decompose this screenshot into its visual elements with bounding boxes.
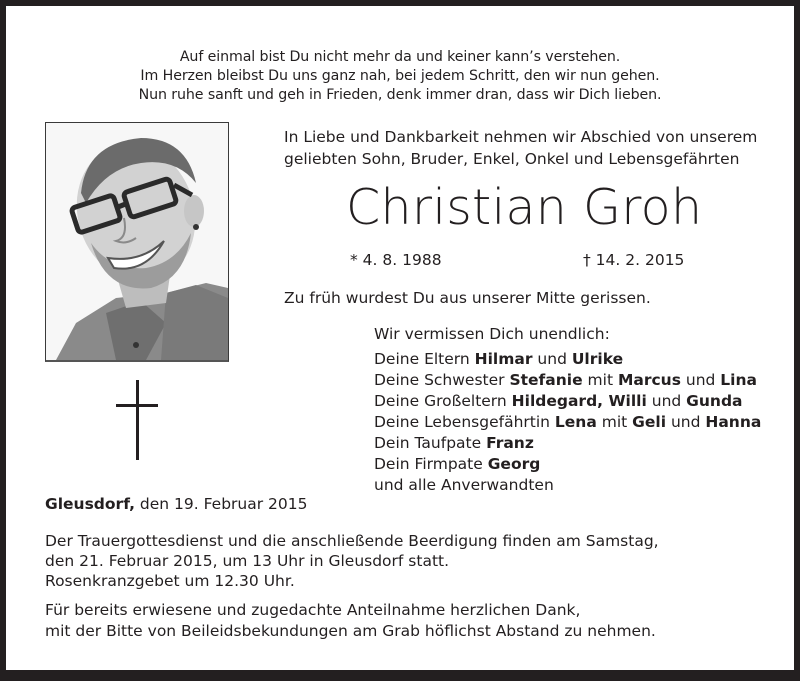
- deceased-name: Christian Groh: [346, 179, 703, 236]
- portrait-image: [46, 123, 228, 360]
- connector: und: [532, 350, 572, 368]
- connector: mit: [582, 371, 618, 389]
- death-date: † 14. 2. 2015: [583, 251, 685, 269]
- poem: [6, 48, 794, 105]
- place-name: Gleusdorf,: [45, 495, 135, 513]
- relation: Dein Firmpate: [374, 455, 488, 473]
- mourner-name: Stefanie: [509, 371, 583, 389]
- relation: Deine Schwester: [374, 371, 510, 389]
- mourners-list: [374, 324, 761, 496]
- place-date: [45, 495, 308, 513]
- intro-line: In Liebe und Dankbarkeit nehmen wir Abschied von unserem: [284, 128, 758, 146]
- birth-date: * 4. 8. 1988: [350, 251, 442, 269]
- mourner-line: [374, 475, 761, 496]
- thanks-line: mit der Bitte von Beileidsbekundungen am Grab höflichst Abstand zu nehmen.: [45, 622, 656, 640]
- relation: Deine Lebensgefährtin: [374, 413, 555, 431]
- cross-vertical-bar: [136, 380, 139, 460]
- relation: und alle Anverwandten: [374, 476, 554, 494]
- mourner-name: Marcus: [617, 371, 681, 389]
- service-line: Der Trauergottesdienst und die anschließende Beerdigung finden am Samstag,: [45, 532, 659, 550]
- thanks-line: Für bereits erwiesene und zugedachte Anteilnahme herzlichen Dank,: [45, 601, 581, 619]
- mourner-name: Gunda: [686, 392, 743, 410]
- mourner-line: [374, 391, 761, 412]
- mourner-line: [374, 412, 761, 433]
- mourner-name: Georg: [487, 455, 541, 473]
- mourner-name: Geli: [632, 413, 667, 431]
- mourner-name: Lena: [554, 413, 597, 431]
- connector: mit: [596, 413, 633, 431]
- mourner-line: [374, 349, 761, 370]
- cross-horizontal-bar: [116, 404, 158, 407]
- mourner-line: [374, 454, 761, 475]
- connector: und: [680, 371, 721, 389]
- notice-date: den 19. Februar 2015: [134, 495, 308, 513]
- portrait-photo: [45, 122, 229, 362]
- mourners-heading: Wir vermissen Dich unendlich:: [374, 325, 610, 343]
- poem-line: Auf einmal bist Du nicht mehr da und keiner kann’s verstehen.: [179, 49, 621, 65]
- relation: Dein Taufpate: [374, 434, 487, 452]
- mourner-name: Hilmar: [474, 350, 533, 368]
- poem-line: Nun ruhe sanft und geh in Frieden, denk immer dran, dass wir Dich lieben.: [138, 87, 662, 103]
- mourner-name: Hanna: [705, 413, 762, 431]
- service-line: den 21. Februar 2015, um 13 Uhr in Gleusdorf statt.: [45, 552, 450, 570]
- relation: Deine Großeltern: [374, 392, 512, 410]
- early-line: Zu früh wurdest Du aus unserer Mitte gerissen.: [284, 289, 651, 307]
- thanks-text: [45, 600, 656, 642]
- mourner-line: [374, 433, 761, 454]
- intro-text: [284, 126, 757, 170]
- service-line: Rosenkranzgebet um 12.30 Uhr.: [45, 572, 295, 590]
- mourner-name: Franz: [486, 434, 534, 452]
- mourner-name: Ulrike: [571, 350, 624, 368]
- relation: Deine Eltern: [374, 350, 475, 368]
- connector: und: [646, 392, 687, 410]
- obituary-notice: [6, 6, 794, 670]
- intro-line: geliebten Sohn, Bruder, Enkel, Onkel und Lebensgefährten: [284, 150, 740, 168]
- poem-line: Im Herzen bleibst Du uns ganz nah, bei jedem Schritt, den wir nun gehen.: [140, 68, 660, 84]
- mourner-name: Hildegard, Willi: [511, 392, 647, 410]
- mourner-line: [374, 370, 761, 391]
- mourner-name: Lina: [720, 371, 757, 389]
- service-info: [45, 531, 659, 591]
- connector: und: [666, 413, 706, 431]
